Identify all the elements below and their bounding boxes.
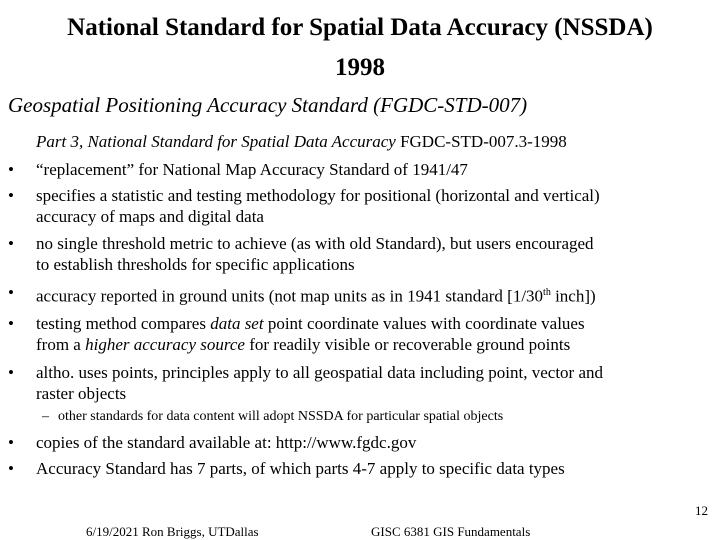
part-line [36,132,567,152]
bullet-7-marker: • [8,433,14,452]
footer-course: GISC 6381 GIS Fundamentals [371,524,531,539]
bullet-4-text-a: accuracy reported in ground units (not map units as in 1941 standard [1/30 [36,286,544,306]
bullet-5-line-1 [36,314,585,334]
slide-title-line-1: National Standard for Spatial Data Accuracy (NSSDA) [67,14,653,41]
bullet-4-text-b: inch]) [550,286,596,306]
bullet-4-superscript: th [543,287,551,298]
part-line-normal: FGDC-STD-007.3-1998 [395,132,567,151]
bullet-3-marker: • [8,234,14,253]
bullet-5-italic-a: data set [210,314,264,333]
sub-bullet: other standards for data content will adopt NSSDA for particular spatial objects [58,409,504,424]
bullet-5-text-b: point coordinate values with coordinate values [263,314,585,333]
bullet-6-marker: • [8,363,14,382]
sub-bullet-marker: – [42,409,49,424]
bullet-5-text-c: from a [36,335,86,354]
bullet-2-line-2: accuracy of maps and digital data [36,207,264,226]
bullet-6-line-1: altho. uses points, principles apply to all geospatial data including point, vector and [36,363,604,382]
bullet-7: copies of the standard available at: http://www.fgdc.gov [36,433,417,452]
bullet-5-text-d: for readily visible or recoverable ground points [244,335,571,354]
bullet-2-line-1: specifies a statistic and testing methodology for positional (horizontal and vertical) [36,186,600,205]
bullet-5-text-a: testing method compares [36,314,211,333]
bullet-8: Accuracy Standard has 7 parts, of which parts 4-7 apply to specific data types [36,459,565,478]
bullet-4 [36,283,596,307]
bullet-5-line-2 [36,335,570,355]
bullet-5-marker: • [8,314,14,333]
bullet-1: “replacement” for National Map Accuracy Standard of 1941/47 [36,160,468,179]
bullet-2-marker: • [8,186,14,205]
bullet-1-marker: • [8,160,14,179]
slide-title [0,8,720,88]
bullet-3-line-1: no single threshold metric to achieve (as with old Standard), but users encouraged [36,234,594,253]
slide-subtitle: Geospatial Positioning Accuracy Standard (FGDC-STD-007) [8,93,528,117]
footer-date-author: 6/19/2021 Ron Briggs, UTDallas [86,524,259,539]
bullet-4-marker: • [8,283,14,302]
slide-title-line-2: 1998 [335,54,385,81]
bullet-3-line-2: to establish thresholds for specific applications [36,255,355,274]
part-line-italic: Part 3, National Standard for Spatial Data Accuracy [36,132,396,151]
bullet-8-marker: • [8,459,14,478]
page-number: 12 [695,503,708,518]
bullet-5-italic-b: higher accuracy source [85,335,245,354]
bullet-6-line-2: raster objects [36,384,127,403]
